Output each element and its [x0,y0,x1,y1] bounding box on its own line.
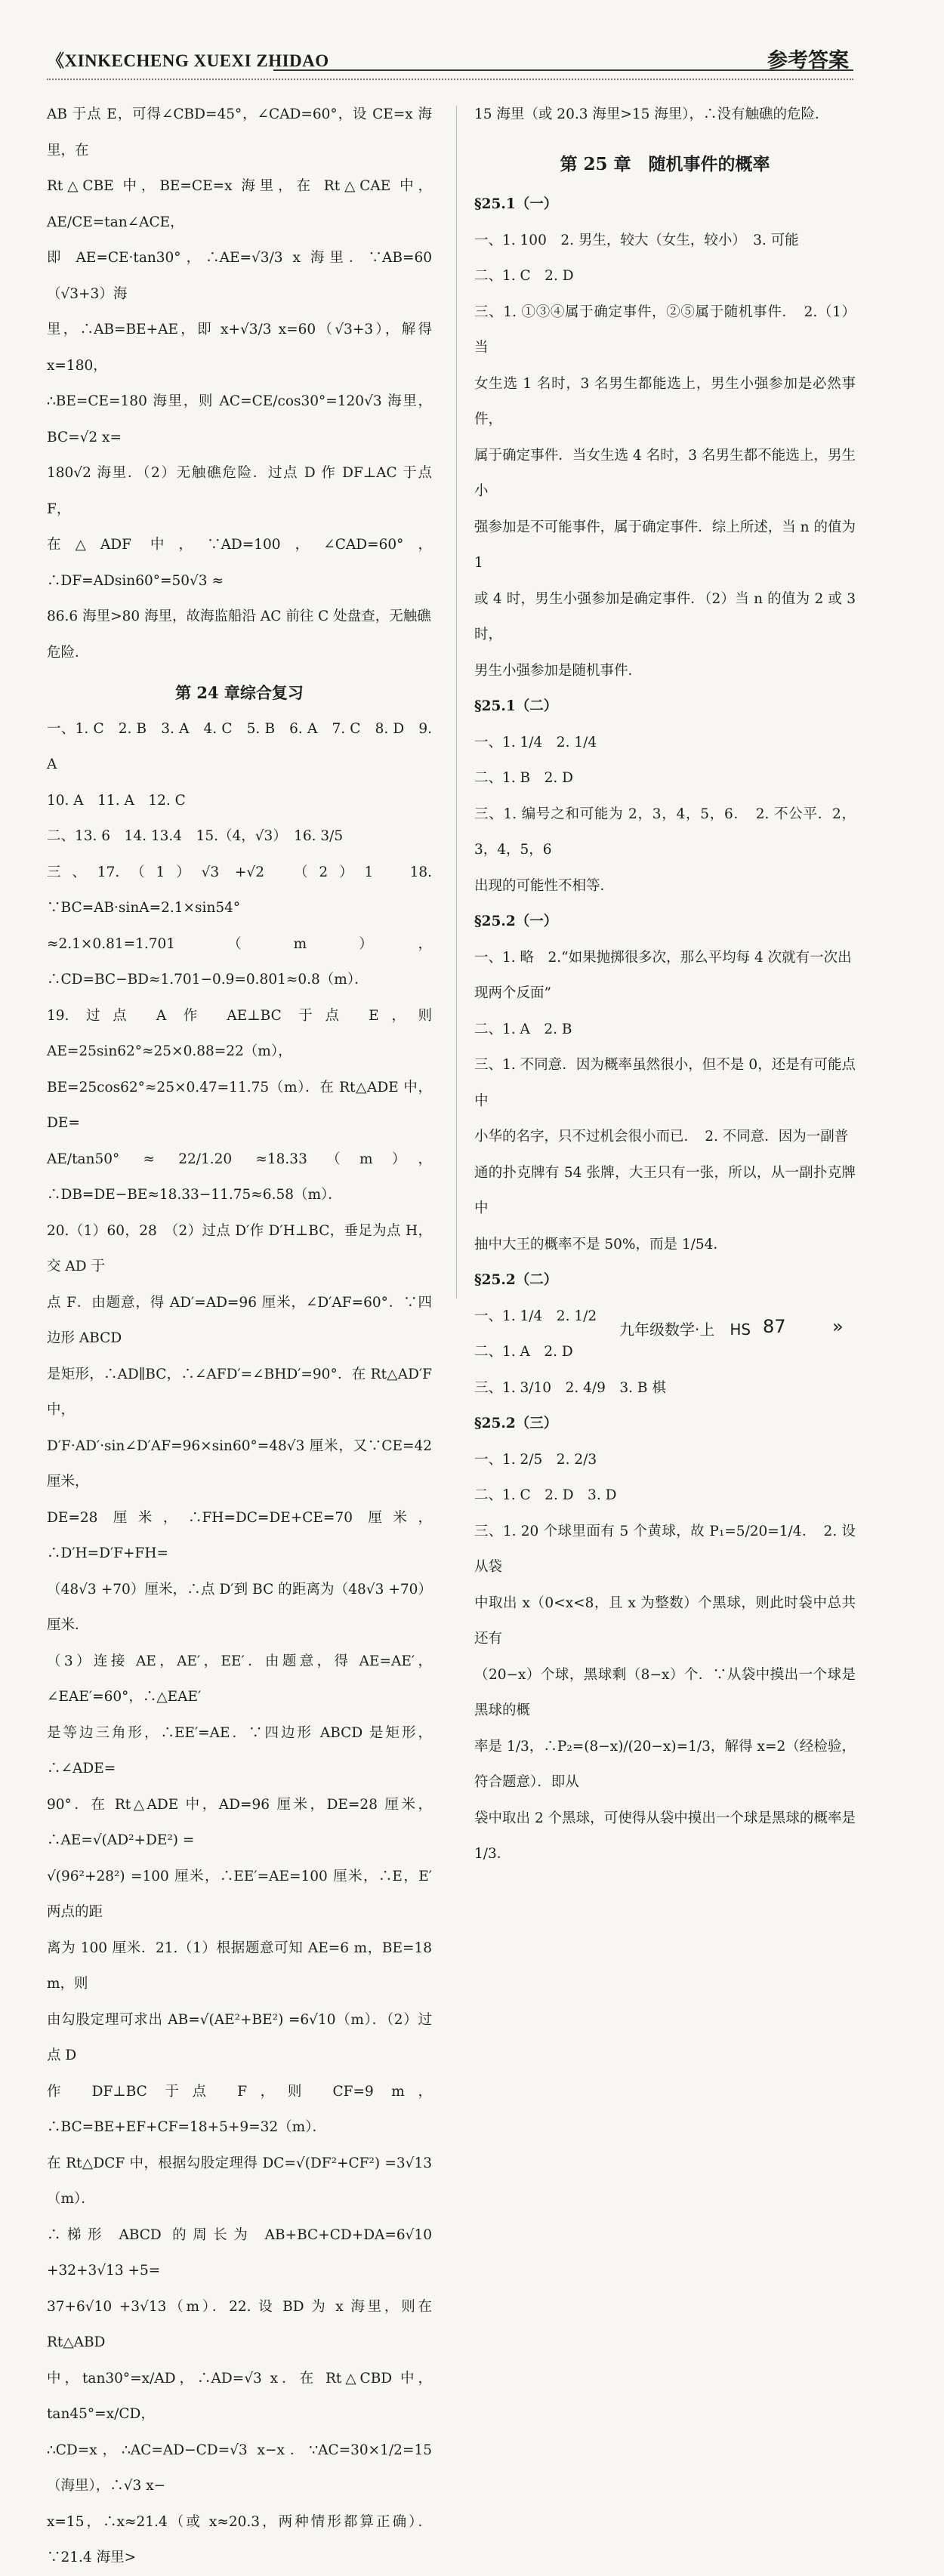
answer-line: 三、1. ①③④属于确定事件，②⑤属于随机事件． 2.（1）当 [474,304,856,356]
answer-line: 86.6 海里>80 海里，故海监船沿 AC 前往 C 处盘查，无触礁 [47,609,431,624]
review-answer-line: D′F·AD′·sin∠D′AF=96×sin60°=48√3 厘米，又∵CE=42 厘米， [47,1437,432,1490]
answer-line: 女生选 1 名时，3 名男生都能选上，男生小强参加是必然事件， [474,375,856,427]
review-answer-line: BE=25cos62°≈25×0.47=11.75（m）．在 Rt△ADE 中，DE= [47,1079,432,1131]
answer-line: 男生小强参加是随机事件． [474,662,643,679]
answer-line: 出现的可能性不相等． [474,877,615,894]
review-answer-line: 90°．在 Rt△ADE 中，AD=96 厘米，DE=28 厘米，∴AE=√(AD²+DE²) = [47,1796,432,1848]
answer-line: AB 于点 E，可得∠CBD=45°，∠CAD=60°，设 CE=x 海里，在 [47,106,432,159]
review-answer-line: 由勾股定理可求出 AB=√(AE²+BE²) =6√10（m）．（2）过点 D [47,2011,432,2063]
review-answer-line: DE=28 厘米，∴FH=DC=DE+CE=70 厘米，∴D′H=D′F+FH= [47,1509,432,1561]
column-divider [456,106,457,1299]
right-column [474,97,856,1872]
section-heading: §25.2（一） [474,914,558,929]
chapter-25-title: 第 25 章 随机事件的概率 [560,153,770,174]
review-answer-line: 37+6√10 +3√13（m）．22. 设 BD 为 x 海里，则在 Rt△ABD [47,2298,432,2350]
answer-line: 二、1. C 2. D 3. D [474,1487,617,1503]
answer-line: 三、1. 编号之和可能为 2，3，4，5，6． 2. 不公平．2，3，4，5，6 [474,806,856,858]
chapter-24-review-title: 第 24 章综合复习 [175,683,304,702]
review-answer-line: （3）连接 AE，AE′，EE′．由题意，得 AE=AE′，∠EAE′=60°，∴△EAE′ [47,1653,432,1705]
answer-line: 通的扑克牌有 54 张牌，大王只有一张，所以，从一副扑克牌中 [474,1164,856,1216]
answer-line: 属于确定事件．当女生选 4 名时，3 名男生都不能选上，男生小 [474,447,856,499]
answer-line: 里，∴AB=BE+AE，即 x+√3/3 x=60（√3+3），解得 x=180， [47,322,432,374]
answer-key-title: 参考答案 [767,49,849,72]
review-answer-line: 是矩形，∴AD∥BC，∴∠AFD′=∠BHD′=90°．在 Rt△AD′F 中， [47,1366,432,1418]
answer-line: 三、1. 不同意．因为概率虽然很小，但不是 0，还是有可能点中 [474,1057,856,1109]
answer-line: 危险． [47,644,89,661]
answer-line: 在△ADF 中，∵AD=100，∠CAD=60°，∴DF=ADsin60°=50√3 ≈ [47,537,432,589]
answer-line: 强参加是不可能事件，属于确定事件．综上所述，当 n 的值为 1 [474,519,856,571]
review-answer-line: √(96²+28²) =100 厘米，∴EE′=AE=100 厘米，∴E，E′两点的距 [47,1868,432,1920]
review-answer-line: 离为 100 厘米．21.（1）根据题意可知 AE=6 m，BE=18 m，则 [47,1940,432,1992]
header-dotted-divider [47,79,853,80]
review-answer-line: 10. A 11. A 12. C [47,792,186,809]
section-heading: §25.1（一） [474,196,558,212]
section-heading: §25.2（三） [474,1416,558,1431]
answer-line: 180√2 海里．（2）无触礁危险．过点 D 作 DF⊥AC 于点 F， [47,465,432,517]
review-answer-line: 点 F．由题意，得 AD′=AD=96 厘米，∠D′AF=60°．∵四边形 ABCD [47,1294,432,1346]
next-page-icon: » [832,1316,844,1337]
review-answer-line: ∴梯形 ABCD 的周长为 AB+BC+CD+DA=6√10 +32+3√13 +5= [47,2226,432,2279]
page-number: 87 [763,1316,786,1337]
review-answer-line: 19. 过点 A 作 AE⊥BC 于点 E，则 AE=25sin62°≈25×0.88=22（m）， [47,1007,432,1059]
answer-line: Rt△CBE 中，BE=CE=x 海里，在 Rt△CAE 中，AE/CE=tan∠ACE， [47,178,432,230]
answer-line: 小华的名字，只不过机会很小而已． 2. 不同意．因为一副普 [474,1129,849,1145]
answer-line: 一、1. 2/5 2. 2/3 [474,1451,597,1468]
answer-line: 二、1. B 2. D [474,770,573,786]
section-heading: §25.2（二） [474,1272,558,1288]
review-answer-line: 20.（1）60，28 （2）过点 D′作 D′H⊥BC，垂足为点 H，交 AD 于 [47,1222,432,1274]
review-answer-line: （48√3 +70）厘米，∴点 D′到 BC 的距离为（48√3 +70）厘米． [47,1581,432,1633]
review-answer-line: x=15，∴x≈21.4（或 x≈20.3，两种情形都算正确）．∵21.4 海里> [47,2513,432,2565]
answer-line: 率是 1/3，∴P₂=(8−x)/(20−x)=1/3，解得 x=2（经检验，符合题意）．即从 [474,1738,856,1790]
answer-line: 袋中取出 2 个黑球，可使得从袋中摸出一个球是黑球的概率是 1/3． [474,1810,856,1862]
answer-line: 一、1. 100 2. 男生，较大（女生，较小） 3. 可能 [474,232,799,248]
page-header [47,42,853,72]
answer-line: 即 AE=CE·tan30°，∴AE=√3/3 x 海里．∵AB=60（√3+3）海 [47,250,432,302]
answer-line: 抽中大王的概率不是 50%，而是 1/54． [474,1236,727,1253]
review-answer-line: 一、1. C 2. B 3. A 4. C 5. B 6. A 7. C 8. D 9. A [47,720,432,772]
answer-line: 或 4 时，男生小强参加是确定事件．（2）当 n 的值为 2 或 3 时， [474,590,856,642]
review-answer-line: AE/tan50° ≈ 22/1.20 ≈18.33（m），∴DB=DE−BE≈18.33−11.75≈6.58（m）． [47,1151,432,1203]
answer-line: 二、1. C 2. D [474,268,574,284]
answer-line: 二、1. A 2. B [474,1021,572,1037]
answer-line: （20−x）个球，黑球剩（8−x）个．∵从袋中摸出一个球是黑球的概 [474,1666,856,1718]
answer-line: 现两个反面” [474,985,551,1001]
answer-line: ∴BE=CE=180 海里，则 AC=CE/cos30°=120√3 海里，BC=√2 x= [47,393,432,445]
continuation-text: 15 海里（或 20.3 海里>15 海里），∴没有触礁的危险． [474,106,829,122]
review-answer-line: 二、13. 6 14. 13.4 15.（4，√3） 16. 3/5 [47,828,344,844]
series-title: 《XINKECHENG XUEXI ZHIDAO [47,51,329,70]
answer-line: 一、1. 1/4 2. 1/4 [474,734,597,750]
review-answer-line: 在 Rt△DCF 中，根据勾股定理得 DC=√(DF²+CF²) =3√13（m）． [47,2155,432,2207]
answer-line: 三、1. 20 个球里面有 5 个黄球，故 P₁=5/20=1/4． 2. 设从袋 [474,1523,856,1575]
review-answer-line: 三、17.（1）√3 +√2 （2）1 18. ∵BC=AB·sinA=2.1×sin54° [47,864,432,916]
review-answer-line: 是等边三角形，∴EE′=AE．∵四边形 ABCD 是矩形，∴∠ADE= [47,1724,432,1776]
review-answer-line: 作 DF⊥BC 于点 F，则 CF=9 m，∴BC=BE+EF+CF=18+5+9=32（m）． [47,2083,432,2135]
answer-line: 三、1. 3/10 2. 4/9 3. B 棋 [474,1379,666,1396]
answer-line: 中取出 x（0<x<8，且 x 为整数）个黑球，则此时袋中总共还有 [474,1595,856,1647]
answer-line: 一、1. 1/4 2. 1/2 [474,1308,597,1324]
header-rule [273,69,853,71]
review-answer-line: ≈2.1×0.81=1.701（m），∴CD=BC−BD≈1.701−0.9=0.801≈0.8（m）． [47,935,432,988]
grade-label: 九年级数学·上 HS [619,1320,751,1339]
section-heading: §25.1（二） [474,698,558,714]
review-answer-line: 中，tan30°=x/AD，∴AD=√3 x．在 Rt△CBD 中，tan45°=x/CD， [47,2370,432,2422]
review-answer-line: ∴CD=x，∴AC=AD−CD=√3 x−x．∵AC=30×1/2=15（海里），∴√3 x− [47,2442,432,2494]
answer-line: 二、1. A 2. D [474,1344,573,1360]
page-footer [0,1317,944,1348]
answer-line: 一、1. 略 2.“如果抛掷很多次，那么平均每 4 次就有一次出 [474,949,852,966]
